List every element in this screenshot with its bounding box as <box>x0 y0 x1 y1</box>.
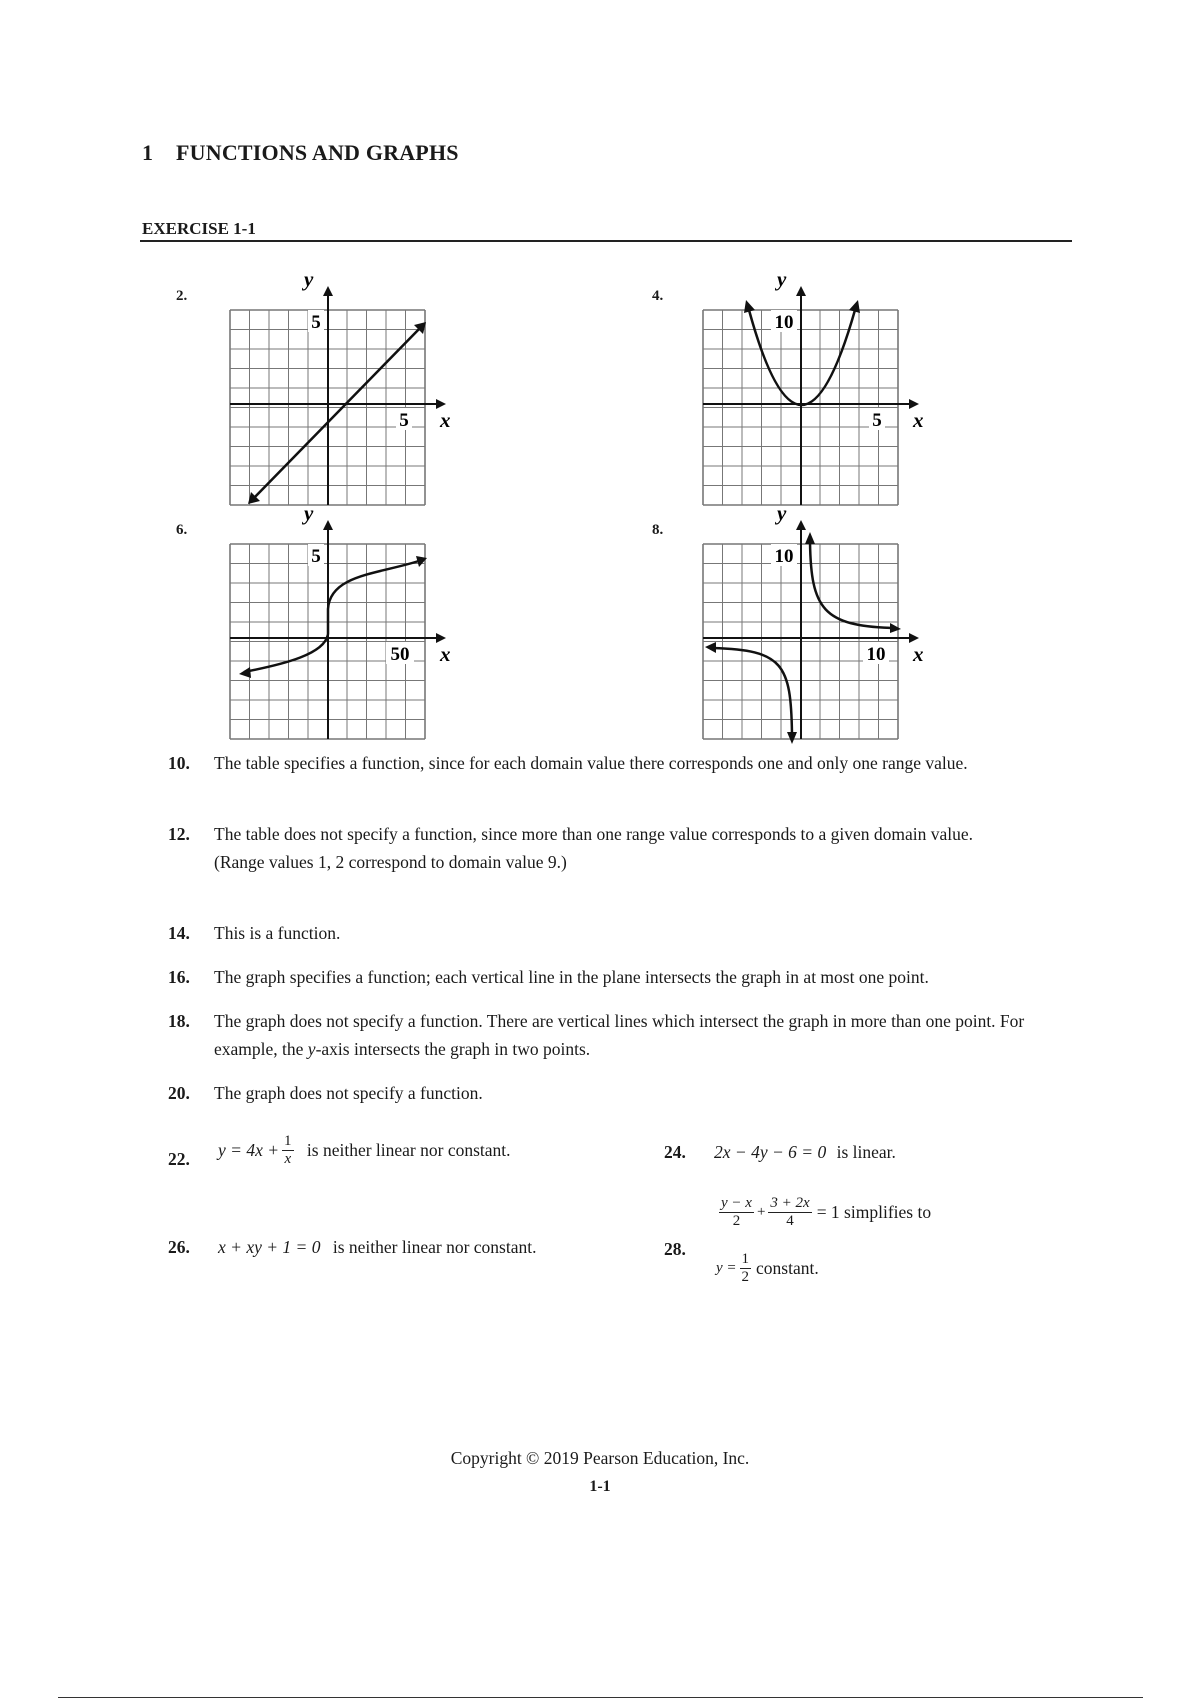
answer-22-fraction-numerator: 1 <box>284 1133 292 1149</box>
section-title: EXERCISE 1-1 <box>142 219 256 238</box>
answer-26-number: 26. <box>168 1237 190 1257</box>
answer-24-equation: 2x − 4y − 6 = 0 <box>714 1142 827 1162</box>
answer-28-fraction-1 <box>719 1195 754 1230</box>
graph-2-x-tick: 5 <box>399 410 409 431</box>
graph-2 <box>230 267 470 530</box>
graph-8-plot <box>703 501 943 764</box>
answer-24-text: is linear. <box>836 1142 896 1162</box>
answer-12 <box>168 820 1068 876</box>
graph-8-y-label: y <box>777 501 787 525</box>
answer-26 <box>168 1237 648 1258</box>
answer-16-number: 16. <box>168 967 190 987</box>
chapter-title-text: FUNCTIONS AND GRAPHS <box>176 140 459 165</box>
page-number: 1-1 <box>589 1478 611 1495</box>
answer-26-equation: x + xy + 1 = 0 <box>218 1237 321 1257</box>
answer-14-number: 14. <box>168 923 190 943</box>
graph-2-y-arrow <box>323 286 333 296</box>
answer-28-simplifies-text: = 1 simplifies to <box>816 1202 932 1222</box>
graph-4-x-label: x <box>913 408 924 432</box>
answer-28-fraction-2-denominator: 4 <box>786 1213 794 1229</box>
graph-4-number: 4. <box>652 288 664 304</box>
answer-28-fraction-3-numerator: 1 <box>741 1251 750 1267</box>
answer-22-equation: y = 4x + <box>218 1140 280 1160</box>
answer-18-variable: y <box>307 1039 316 1059</box>
graph-8-x-label: x <box>913 642 924 666</box>
answer-28-fraction-3-denominator: 2 <box>741 1269 750 1285</box>
graph-6-y-label: y <box>304 501 314 525</box>
graph-8 <box>703 501 943 764</box>
graph-8-x-tick: 10 <box>866 644 886 665</box>
answer-12-text: The table does not specify a function, since more than one range value corresponds to a given domain value. <box>214 824 974 844</box>
answer-20 <box>168 1079 1068 1107</box>
answer-28-fraction-1-denominator: 2 <box>732 1213 741 1229</box>
graph-8-curve-right-arrow-up <box>805 532 815 544</box>
graph-8-curve-left-arrow-left <box>705 642 716 653</box>
bottom-divider <box>58 1697 1143 1698</box>
graph-6-x-tick: 50 <box>390 644 410 665</box>
answer-10 <box>168 749 1068 777</box>
footer-copyright: Copyright © 2019 Pearson Education, Inc. <box>450 1448 750 1468</box>
graph-4-curve-arrow-left <box>744 300 755 313</box>
answer-22-fraction <box>282 1133 294 1168</box>
graph-2-y-label: y <box>304 267 314 291</box>
answer-24 <box>664 1142 1084 1163</box>
graph-4 <box>703 267 943 530</box>
answer-18-text-b: -axis intersects the graph in two points. <box>315 1039 591 1059</box>
answer-18 <box>168 1007 1068 1063</box>
answer-12-note: (Range values 1, 2 correspond to domain value 9.) <box>214 852 567 872</box>
graph-8-y-arrow <box>796 520 806 530</box>
graph-6-plot <box>230 501 470 764</box>
graph-4-y-label: y <box>777 267 787 291</box>
graph-8-curve-right-arrow-right <box>890 623 901 633</box>
answer-28-y-equals: y = <box>716 1260 737 1276</box>
section-divider <box>140 240 1072 242</box>
answer-28-fraction-2-numerator: 3 + 2x <box>770 1195 810 1211</box>
answer-22-text: is neither linear nor constant. <box>306 1140 511 1160</box>
answer-22-fraction-denominator: x <box>284 1151 292 1167</box>
graph-6-curve-arrow-left <box>239 667 251 678</box>
graph-6 <box>230 501 470 764</box>
answer-14-text: This is a function. <box>214 923 341 943</box>
answer-28-fraction-2 <box>768 1195 811 1230</box>
answer-18-text-a: The graph does not specify a function. There are vertical lines which intersect the graph in more than one point. For example, the <box>214 1011 1025 1059</box>
answer-28-number: 28. <box>664 1239 686 1259</box>
graph-2-x-label: x <box>440 408 451 432</box>
graph-6-number: 6. <box>176 522 188 538</box>
graph-8-y-tick: 10 <box>774 546 794 567</box>
chapter-title <box>142 140 459 166</box>
graph-8-curve-left-arrow-down <box>787 732 797 744</box>
answer-28-plus: + <box>756 1204 766 1220</box>
graph-4-y-arrow <box>796 286 806 296</box>
answer-16-text: The graph specifies a function; each vertical line in the plane intersects the graph in at most one point. <box>214 967 929 987</box>
answer-28-fraction-1-numerator: y − x <box>721 1195 752 1211</box>
graph-2-plot <box>230 267 470 530</box>
graph-2-number: 2. <box>176 288 188 304</box>
answer-22-number: 22. <box>168 1149 190 1169</box>
answer-20-text: The graph does not specify a function. <box>214 1083 483 1103</box>
answer-20-number: 20. <box>168 1083 190 1103</box>
answer-18-number: 18. <box>168 1011 190 1031</box>
answer-26-text: is neither linear nor constant. <box>332 1237 537 1257</box>
answer-10-text: The table specifies a function, since for each domain value there corresponds one and only one range value. <box>214 753 968 773</box>
answer-28 <box>664 1195 1084 1305</box>
chapter-number: 1 <box>142 140 154 165</box>
answer-10-number: 10. <box>168 753 190 773</box>
answer-28-constant-text: constant. <box>756 1258 819 1278</box>
graph-8-number: 8. <box>652 522 664 538</box>
answer-28-fraction-3 <box>740 1251 752 1286</box>
answer-16 <box>168 963 1068 991</box>
graph-4-y-tick: 10 <box>774 312 794 333</box>
graph-4-x-tick: 5 <box>872 410 882 431</box>
answer-14 <box>168 919 1068 947</box>
answer-18-text <box>214 1007 1068 1063</box>
graph-6-x-label: x <box>440 642 451 666</box>
graph-4-plot <box>703 267 943 530</box>
graph-6-y-tick: 5 <box>311 546 321 567</box>
graph-8-curve-right <box>810 542 893 628</box>
answer-24-number: 24. <box>664 1142 686 1162</box>
answer-12-number: 12. <box>168 824 190 844</box>
graph-2-y-tick: 5 <box>311 312 321 333</box>
graph-6-y-arrow <box>323 520 333 530</box>
graph-4-curve-arrow-right <box>849 300 860 313</box>
